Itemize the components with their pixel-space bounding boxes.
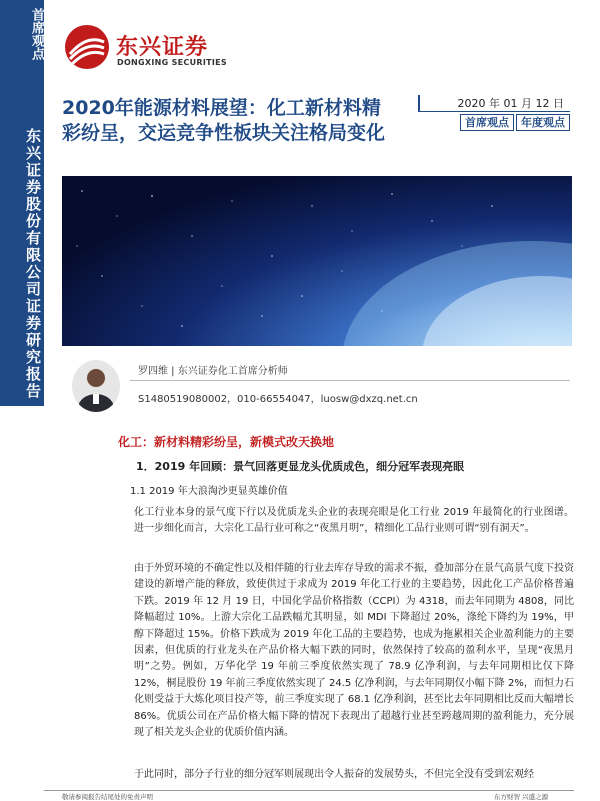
logo-cn-text: 东兴证券: [116, 35, 209, 60]
paragraph-3: 于此同时，部分子行业的细分冠军则展现出令人振奋的发展势头，不但完全没有受到宏观经: [134, 769, 534, 780]
footer-divider: [44, 790, 574, 791]
footer-slogan: 东方财智 兴盛之源: [494, 793, 549, 801]
analyst-name: 罗四维 | 东兴证券化工首席分析师: [138, 366, 288, 377]
paragraph-2: 由于外贸环境的不确定性以及相伴随的行业去库存导致的需求不振，叠加部分在景气高景气度下投资建设的新增产能的释放，致使供过于求成为 2019 年化工行业的主要趋势，因此化工产品价格普遍下跌。2019 年 12 月 19 日，中国化学品价格指数（CCPI）为 4318，而去年同期为 4808，同比降幅超过 10%。上游大宗化工品跌幅尤其明显，如 MDI 下降超过 20%，涤纶下降约为 19%，甲醇下降超过 15%。价格下跌成为 2019 年化工品的主要趋势，也成为拖累相关企业盈利能力的主要因素，但优质的行业龙头在产品价格大幅下跌的同时，依然保持了较高的盈利水平，呈现“夜黑月明”之势。例如，万华化学 19 年前三季度依然实现了 78.9 亿净利润，与去年同期相比仅下降 12%，桐昆股份 19 年前三季度依然实现了 24.5 亿净利润，与去年同期仅小幅下降 2%，而恒力石化则受益于大炼化项目投产等，前三季度实现了 68.1 亿净利润，甚至比去年同期相比反而大幅增长 86%。优质公司在产品价格大幅下降的情况下表现出了超越行业甚至跨越周期的盈利能力，充分展现了相关龙头企业的优质价值内涵。: [134, 563, 574, 739]
report-tags: [418, 114, 570, 131]
report-title: 2020年能源材料展望：化工新材料精彩纷呈，交运竞争性板块关注格局变化: [62, 97, 386, 144]
analyst-avatar: [72, 360, 120, 412]
tag-chief-view: 首席观点: [460, 114, 514, 131]
company-logo: [64, 24, 264, 74]
subheading-1: 1．2019 年回顾：景气回落更显龙头优质成色，细分冠军表现亮眼: [136, 460, 465, 473]
analyst-contact: S1480519080002，010-66554047，luosw@dxzq.net.cn: [138, 394, 418, 405]
starfield-graphic: [62, 176, 572, 346]
subheading-1-1: 1.1 2019 年大浪淘沙更显英雄价值: [130, 486, 288, 497]
logo-en-text: DONGXING SECURITIES: [117, 58, 227, 67]
analyst-divider: [130, 380, 570, 381]
report-date: 2020 年 01 月 12 日: [418, 95, 570, 112]
paragraph-1: 化工行业本身的景气度下行以及优质龙头企业的表现亮眼是化工行业 2019 年最简化的行业图谱。进一步细化而言，大宗化工品行业可称之“夜黑月明”，精细化工品行业则可谓“别有洞天”。: [134, 507, 574, 535]
sidebar-top-label: 首席观点: [29, 8, 44, 60]
tag-annual-view: 年度观点: [516, 114, 570, 131]
sidebar-vertical-label: 东兴证券股份有限公司证券研究报告: [24, 128, 42, 400]
logo-emblem-icon: [64, 24, 110, 70]
section-heading: 化工：新材料精彩纷呈，新模式改天换地: [118, 435, 335, 449]
hero-earth-image: [62, 176, 572, 346]
footer-disclaimer: 敬请参阅报告结尾处的免责声明: [62, 793, 153, 801]
report-meta: [418, 95, 570, 131]
person-icon: [72, 360, 120, 412]
